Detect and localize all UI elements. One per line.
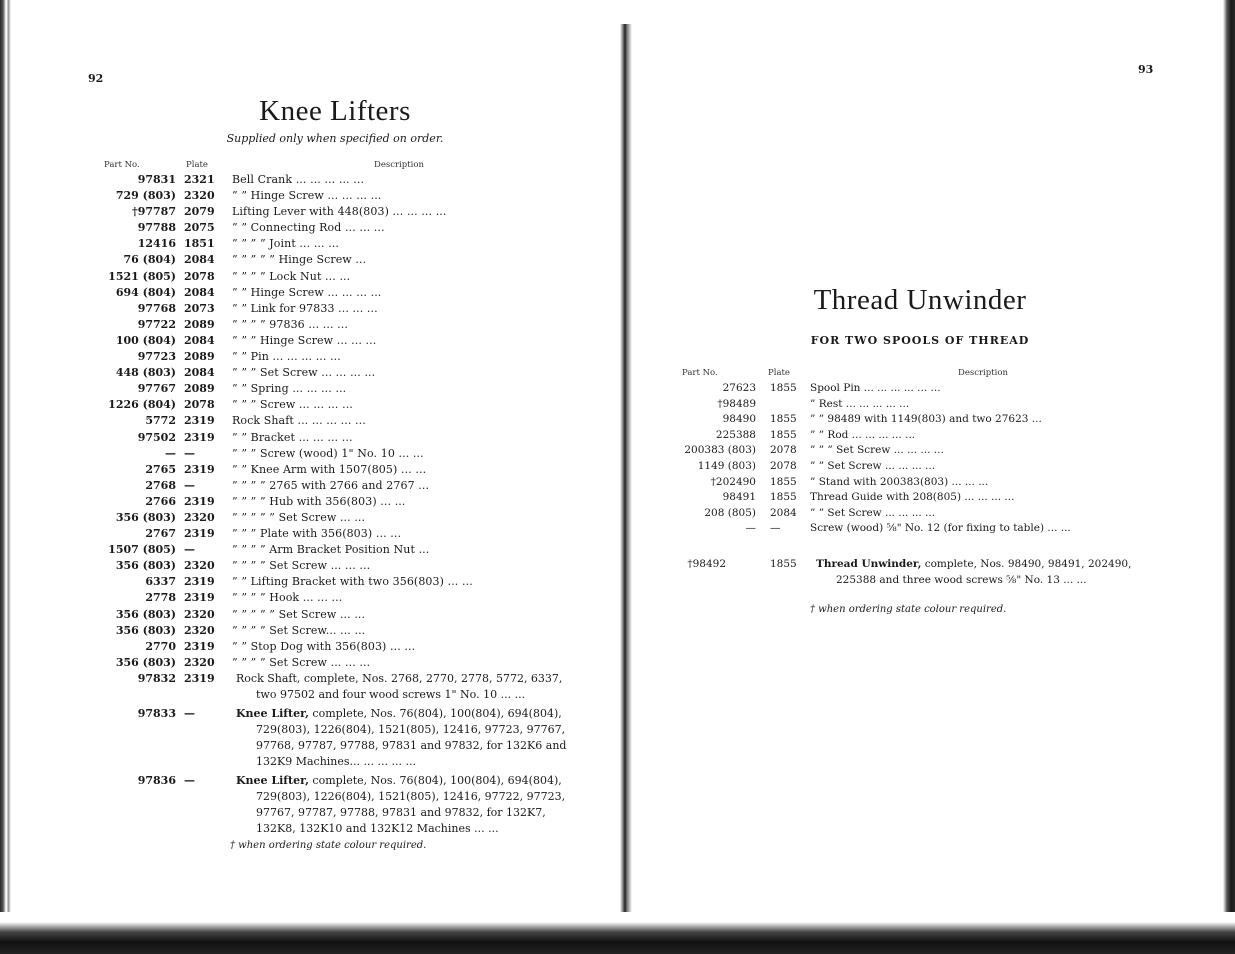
parts-row [80,462,590,478]
part-description: ” ” ” ” Lock Nut ... ... [232,269,351,283]
part-description: ” Stand with 200383(803) ... ... ... [810,475,989,488]
part-description: Screw (wood) ⅝" No. 12 (for fixing to table) ... ... [810,522,1071,535]
plate-number: 1855 [770,491,797,504]
parts-row [80,252,590,268]
part-number: 356 (803) [115,623,176,637]
part-description: Thread Guide with 208(805) ... ... ... ... [810,491,1015,504]
part-number: 5772 [145,414,176,428]
parts-row [80,188,590,204]
plate-number: 2084 [184,253,215,267]
part-description: ” ” ” Screw ... ... ... ... [232,398,353,412]
parts-row [80,413,590,429]
part-number: 1521 (805) [108,269,176,283]
plate-number: 2320 [184,559,215,573]
parts-row [80,526,590,542]
plate-number: — [184,446,195,460]
plate-number: 2073 [184,301,215,315]
part-number: — [165,446,176,460]
description-lead: Knee Lifter, [236,774,309,787]
parts-row [80,285,590,301]
part-number: 27623 [722,382,756,394]
plate-number: 2089 [184,350,215,364]
header-part-no: Part No. [104,160,140,170]
part-description: Bell Crank ... ... ... ... ... [232,173,365,186]
part-number: 2778 [145,591,176,605]
plate-number: 2075 [184,221,215,235]
part-description: ” ” Connecting Rod ... ... ... [232,221,385,235]
parts-row [670,428,1170,444]
part-description: ” ” Rod ... ... ... ... ... [810,428,916,441]
page-subtitle: FOR TWO SPOOLS OF THREAD [810,334,1030,347]
part-number: 200383 (803) [684,444,756,457]
plate-number: 2320 [184,607,215,621]
plate-number: 2084 [770,506,797,519]
part-description: Spool Pin ... ... ... ... ... ... [810,382,941,394]
parts-row [670,506,1170,522]
part-number: †97787 [131,205,176,219]
part-number: 356 (803) [115,607,176,621]
part-number: 97831 [137,173,176,186]
scan-bottom-shadow [0,912,1235,954]
part-description: ” ” ” ” Arm Bracket Position Nut ... [232,543,430,557]
page-title: Knee Lifters [259,95,411,127]
part-description: Rock Shaft ... ... ... ... ... [232,414,366,428]
parts-row [670,459,1170,475]
part-number: 225388 [715,428,756,441]
part-number: 98490 [722,413,756,426]
part-number: 100 (804) [115,333,176,347]
page-number: 93 [1138,63,1154,76]
header-description: Description [958,368,1008,378]
page-subtitle: Supplied only when specified on order. [226,132,444,145]
part-number: 1507 (805) [108,543,176,557]
part-description: ” ” Lifting Bracket with two 356(803) ... ... [232,575,473,589]
plate-number: 2319 [184,591,215,605]
right-book-edge [1223,0,1235,954]
part-number: 98491 [722,491,756,504]
part-description: ” ” ” ” Joint ... ... ... [232,237,339,251]
footnote: † when ordering state colour required. [810,604,1007,615]
plate-number: 2078 [770,459,797,472]
part-description: ” ” ” Set Screw ... ... ... ... [232,366,376,380]
parts-row [80,317,590,333]
parts-row [80,397,590,413]
parts-row [80,220,590,236]
plate-number: 2084 [184,285,215,299]
part-number: 2766 [145,494,176,508]
parts-row [80,446,590,462]
part-description: ” ” Set Screw ... ... ... ... [810,459,936,472]
plate-number: 1855 [770,382,797,394]
part-description: ” ” ” Hinge Screw ... ... ... [232,333,377,347]
description-continuation: 729(803), 1226(804), 1521(805), 12416, 97722, 97723, [256,790,566,803]
plate-number: 1855 [770,413,797,426]
parts-row [80,430,590,446]
parts-row [80,558,590,574]
part-number: †98489 [717,397,756,410]
parts-row [80,365,590,381]
parts-row [80,494,590,510]
description-text: Rock Shaft, complete, Nos. 2768, 2770, 2778, 5772, 6337, [236,672,563,685]
plate-number: 2319 [184,639,215,653]
parts-row [670,490,1170,506]
part-description: ” ” Spring ... ... ... ... [232,382,347,396]
plate-number: 2078 [770,444,797,457]
part-description: ” ” Hinge Screw ... ... ... ... [232,285,382,299]
parts-list [80,172,590,671]
header-part-no: Part No. [682,368,718,378]
part-number: 2768 [145,478,176,492]
part-description: ” ” ” ” 2765 with 2766 and 2767 ... [232,478,430,492]
parts-row [80,381,590,397]
plate-number: 2320 [184,655,215,669]
parts-row [80,639,590,655]
part-number: 97833 [137,707,176,720]
part-number: 6337 [145,575,176,589]
part-description: ” ” ” ” Set Screw... ... ... [232,623,366,637]
part-number: 694 (804) [115,285,176,299]
part-number: 97502 [137,430,176,444]
plate-number: 2089 [184,382,215,396]
part-number: 1226 (804) [108,398,176,412]
part-number: 448 (803) [115,366,176,380]
part-description [816,556,1160,588]
plate-number: 2084 [184,366,215,380]
part-number: 2770 [145,639,176,653]
plate-number: — [770,522,781,535]
column-headers [670,368,1170,380]
plate-number: 2319 [184,494,215,508]
description-text: complete, Nos. 98490, 98491, 202490, [921,558,1132,570]
parts-row [670,521,1170,537]
part-description: ” ” ” ” ” Hinge Screw ... [232,253,367,267]
description-lead: Knee Lifter, [236,707,309,720]
description-continuation: 729(803), 1226(804), 1521(805), 12416, 97723, 97767, [256,723,566,736]
part-number: 2767 [145,527,176,541]
description-lead: Thread Unwinder, [816,558,922,570]
parts-row [80,478,590,494]
parts-row [80,172,590,188]
part-number: 97832 [137,672,176,685]
description-continuation: 132K9 Machines... ... ... ... ... [256,755,416,768]
part-number: — [745,522,756,535]
part-number: 1149 (803) [697,459,756,472]
part-number: †202490 [710,475,756,488]
part-description: ” ” ” ” 97836 ... ... ... [232,317,348,331]
description-text: complete, Nos. 76(804), 100(804), 694(804), [308,707,562,720]
part-description: ” ” Hinge Screw ... ... ... ... [232,189,382,203]
part-description [236,773,576,837]
plate-number: — [184,543,195,557]
left-book-edge [0,0,14,954]
part-description: ” ” ” ” ” Set Screw ... ... [232,607,366,621]
header-plate: Plate [186,160,208,170]
parts-row [80,510,590,526]
part-description: Lifting Lever with 448(803) ... ... ... ... [232,205,447,219]
header-description: Description [374,160,424,170]
plate-number: 2078 [184,398,215,412]
part-number: 97722 [137,317,176,331]
parts-row [80,236,590,252]
plate-number: — [184,478,195,492]
parts-list [670,381,1170,537]
header-plate: Plate [768,368,790,378]
description-continuation: 97767, 97787, 97788, 97831 and 97832, for 132K7, [256,806,546,819]
part-number: 97768 [137,301,176,315]
description-continuation: 97768, 97787, 97788, 97831 and 97832, for 132K6 and [256,739,567,752]
plate-number: — [184,774,195,787]
part-number: 356 (803) [115,559,176,573]
plate-number: 1855 [770,428,797,441]
plate-number: 2319 [184,672,215,685]
parts-row [80,204,590,220]
parts-row [80,542,590,558]
part-number: 356 (803) [115,655,176,669]
part-number: 2765 [145,462,176,476]
description-continuation: 132K8, 132K10 and 132K12 Machines ... ... [256,822,499,835]
parts-row [80,607,590,623]
plate-number: 2079 [184,205,215,219]
part-description: ” ” ” ” ” Set Screw ... ... [232,510,366,524]
part-number: 97767 [137,382,176,396]
part-description: ” ” Knee Arm with 1507(805) ... ... [232,462,427,476]
description-continuation: 225388 and three wood screws ⅝" No. 13 ... ... [836,574,1087,586]
book-gutter [620,24,632,924]
part-number: 12416 [137,237,176,251]
part-number: 97723 [137,350,176,364]
part-description: ” ” ” ” Hub with 356(803) ... ... [232,494,406,508]
parts-row [80,333,590,349]
plate-number: 2319 [184,414,215,428]
plate-number: 2084 [184,333,215,347]
part-number: 97788 [137,221,176,235]
parts-row [670,397,1170,413]
part-description: ” ” ” ” Hook ... ... ... [232,591,343,605]
part-description [236,671,576,703]
plate-number: 2319 [184,527,215,541]
plate-number: 2321 [184,173,215,186]
plate-number: 2078 [184,269,215,283]
description-text: complete, Nos. 76(804), 100(804), 694(804), [308,774,562,787]
part-number: 208 (805) [704,506,756,519]
part-number: 76 (804) [123,253,176,267]
plate-number: 2320 [184,189,215,203]
part-description [236,706,576,770]
parts-row [80,574,590,590]
description-continuation: two 97502 and four wood screws 1" No. 10 ... ... [256,688,526,701]
part-description: ” ” Pin ... ... ... ... ... [232,350,341,364]
page-title: Thread Unwinder [813,284,1027,316]
part-description: ” ” ” ” Set Screw ... ... ... [232,655,371,669]
plate-number: 2319 [184,430,215,444]
parts-row [80,623,590,639]
page-number: 92 [88,72,104,85]
part-description: ” ” ” Screw (wood) 1" No. 10 ... ... [232,446,424,460]
part-description: ” ” ” ” Set Screw ... ... ... [232,559,371,573]
parts-row [80,301,590,317]
part-description: ” ” ” Plate with 356(803) ... ... [232,527,402,541]
part-description: ” ” Link for 97833 ... ... ... [232,301,378,315]
plate-number: 2320 [184,623,215,637]
parts-row [80,349,590,365]
plate-number: 2319 [184,462,215,476]
part-number: 356 (803) [115,510,176,524]
parts-row [80,655,590,671]
part-description: ” ” Stop Dog with 356(803) ... ... [232,639,416,653]
part-number: 97836 [137,774,176,787]
part-description: ” ” ” Set Screw ... ... ... ... [810,444,944,457]
part-number: 729 (803) [115,189,176,203]
plate-number: 2089 [184,317,215,331]
plate-number: 1855 [770,558,797,570]
plate-number: 2320 [184,510,215,524]
plate-number: 2319 [184,575,215,589]
parts-row [670,381,1170,397]
plate-number: 1855 [770,475,797,488]
parts-row [80,269,590,285]
part-description: ” ” Bracket ... ... ... ... [232,430,353,444]
part-description: ” ” Set Screw ... ... ... ... [810,506,936,519]
part-number: †98492 [687,558,726,570]
footnote: † when ordering state colour required. [230,840,427,851]
column-headers [80,160,590,172]
plate-number: — [184,707,195,720]
plate-number: 1851 [184,237,215,251]
parts-row [670,475,1170,491]
part-description: ” Rest ... ... ... ... ... [810,397,910,410]
parts-row [670,412,1170,428]
parts-row [670,443,1170,459]
parts-row [80,590,590,606]
part-description: ” ” 98489 with 1149(803) and two 27623 ... [810,413,1042,426]
